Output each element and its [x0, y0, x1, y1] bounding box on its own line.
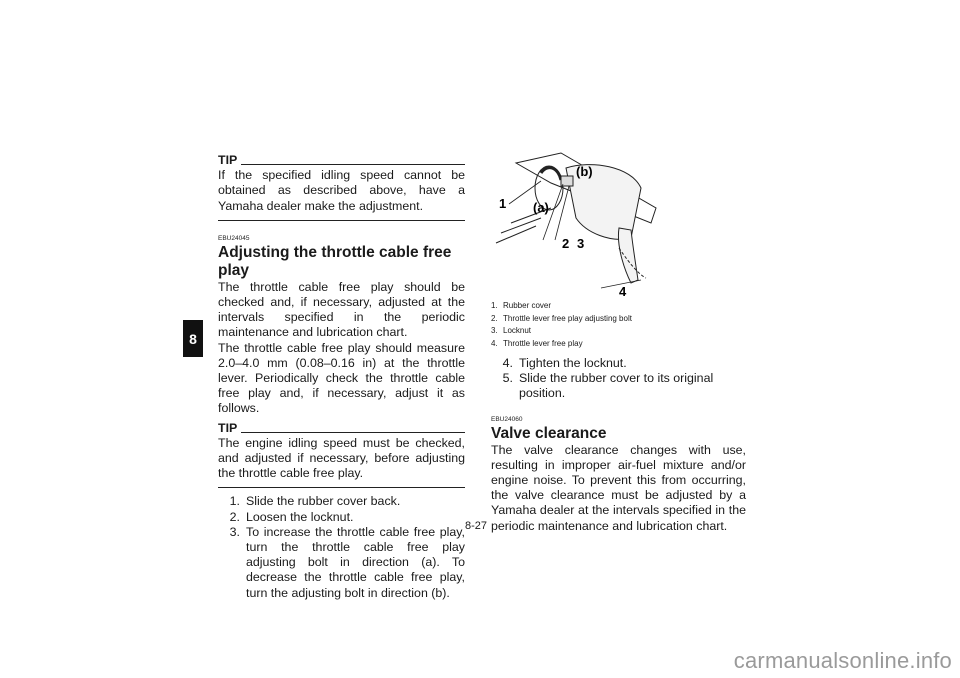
- list-item: [218, 510, 465, 525]
- watermark: carmanualsonline.info: [733, 648, 952, 673]
- figure-captions: [491, 300, 746, 350]
- figure-label: 2: [562, 236, 570, 251]
- caption-text: Locknut: [503, 326, 532, 335]
- caption-number: 1.: [491, 301, 498, 310]
- caption-number: 4.: [491, 338, 498, 348]
- section-code: EBU24060: [491, 415, 523, 423]
- caption-item: [491, 300, 746, 313]
- list-item: [218, 525, 465, 601]
- step-text: Tighten the locknut.: [519, 356, 627, 370]
- throttle-lever-figure: [491, 148, 661, 298]
- caption-item: [491, 338, 746, 351]
- step-number: 3.: [229, 524, 240, 539]
- step-number: 1.: [229, 494, 240, 509]
- step-list: [218, 494, 465, 600]
- caption-item: [491, 325, 746, 338]
- list-item: [491, 356, 746, 371]
- tip-rule: [241, 432, 465, 433]
- step-text: To increase the throttle cable free play, turn the throttle cable free play adjusting bolt in direction (a). To decrease the throttle cable free play, turn the adjusting bolt in direction (b).: [246, 524, 465, 600]
- step-list: [491, 356, 746, 402]
- step-number: 4.: [502, 356, 513, 370]
- chapter-tab: [183, 320, 203, 357]
- section-code: EBU24045: [218, 234, 250, 242]
- tip-end-rule: [218, 220, 465, 221]
- tip-label: TIP: [218, 153, 238, 167]
- figure-label: 4: [619, 284, 627, 298]
- section-heading: Valve clearance: [491, 424, 607, 442]
- paragraph: The throttle cable free play should be checked and, if necessary, adjusted at the intervals specified in the periodic maintenance and lubrication chart.: [218, 279, 465, 340]
- section-heading: Adjusting the throttle cable free play: [218, 243, 452, 279]
- figure-label: 3: [577, 236, 585, 251]
- caption-number: 2.: [491, 313, 498, 323]
- tip-rule: [241, 164, 465, 165]
- step-text: Loosen the locknut.: [246, 509, 354, 524]
- step-text: Slide the rubber cover to its original position.: [519, 371, 714, 401]
- step-number: 2.: [229, 509, 240, 524]
- list-item: [491, 371, 746, 401]
- figure-label: 1: [499, 196, 507, 211]
- tip-end-rule: [218, 487, 465, 488]
- caption-item: [491, 313, 746, 326]
- chapter-number: 8: [189, 330, 197, 347]
- left-column: [218, 153, 465, 601]
- list-item: [218, 494, 465, 509]
- tip-heading: [218, 421, 465, 436]
- step-number: 5.: [502, 371, 513, 386]
- paragraph: The throttle cable free play should measure 2.0–4.0 mm (0.08–0.16 in) at the throttle lever. Periodically check the throttle cable free play and, if necessary, adjust it as follows.: [218, 340, 465, 416]
- paragraph: The valve clearance changes with use, resulting in improper air-fuel mixture and/or engine noise. To prevent this from occurring, the valve clearance must be adjusted by a Yamaha dealer at the intervals specified in the periodic maintenance and lubrication chart.: [491, 442, 746, 533]
- page-number: 8-27: [465, 520, 488, 532]
- figure-label: (a): [533, 200, 549, 215]
- tip-heading: [218, 153, 465, 168]
- caption-number: 3.: [491, 326, 498, 335]
- caption-text: Rubber cover: [503, 301, 552, 310]
- tip-text: If the specified idling speed cannot be obtained as described above, have a Yamaha dealer make the adjustment.: [218, 168, 465, 213]
- caption-text: Throttle lever free play: [503, 338, 583, 348]
- caption-text: Throttle lever free play adjusting bolt: [503, 313, 632, 323]
- tip-label: TIP: [218, 420, 238, 435]
- tip-text: The engine idling speed must be checked, and adjusted if necessary, before adjusting the throttle cable free play.: [218, 435, 465, 481]
- figure-label: (b): [576, 164, 593, 179]
- step-text: Slide the rubber cover back.: [246, 494, 401, 509]
- right-column: [491, 300, 746, 534]
